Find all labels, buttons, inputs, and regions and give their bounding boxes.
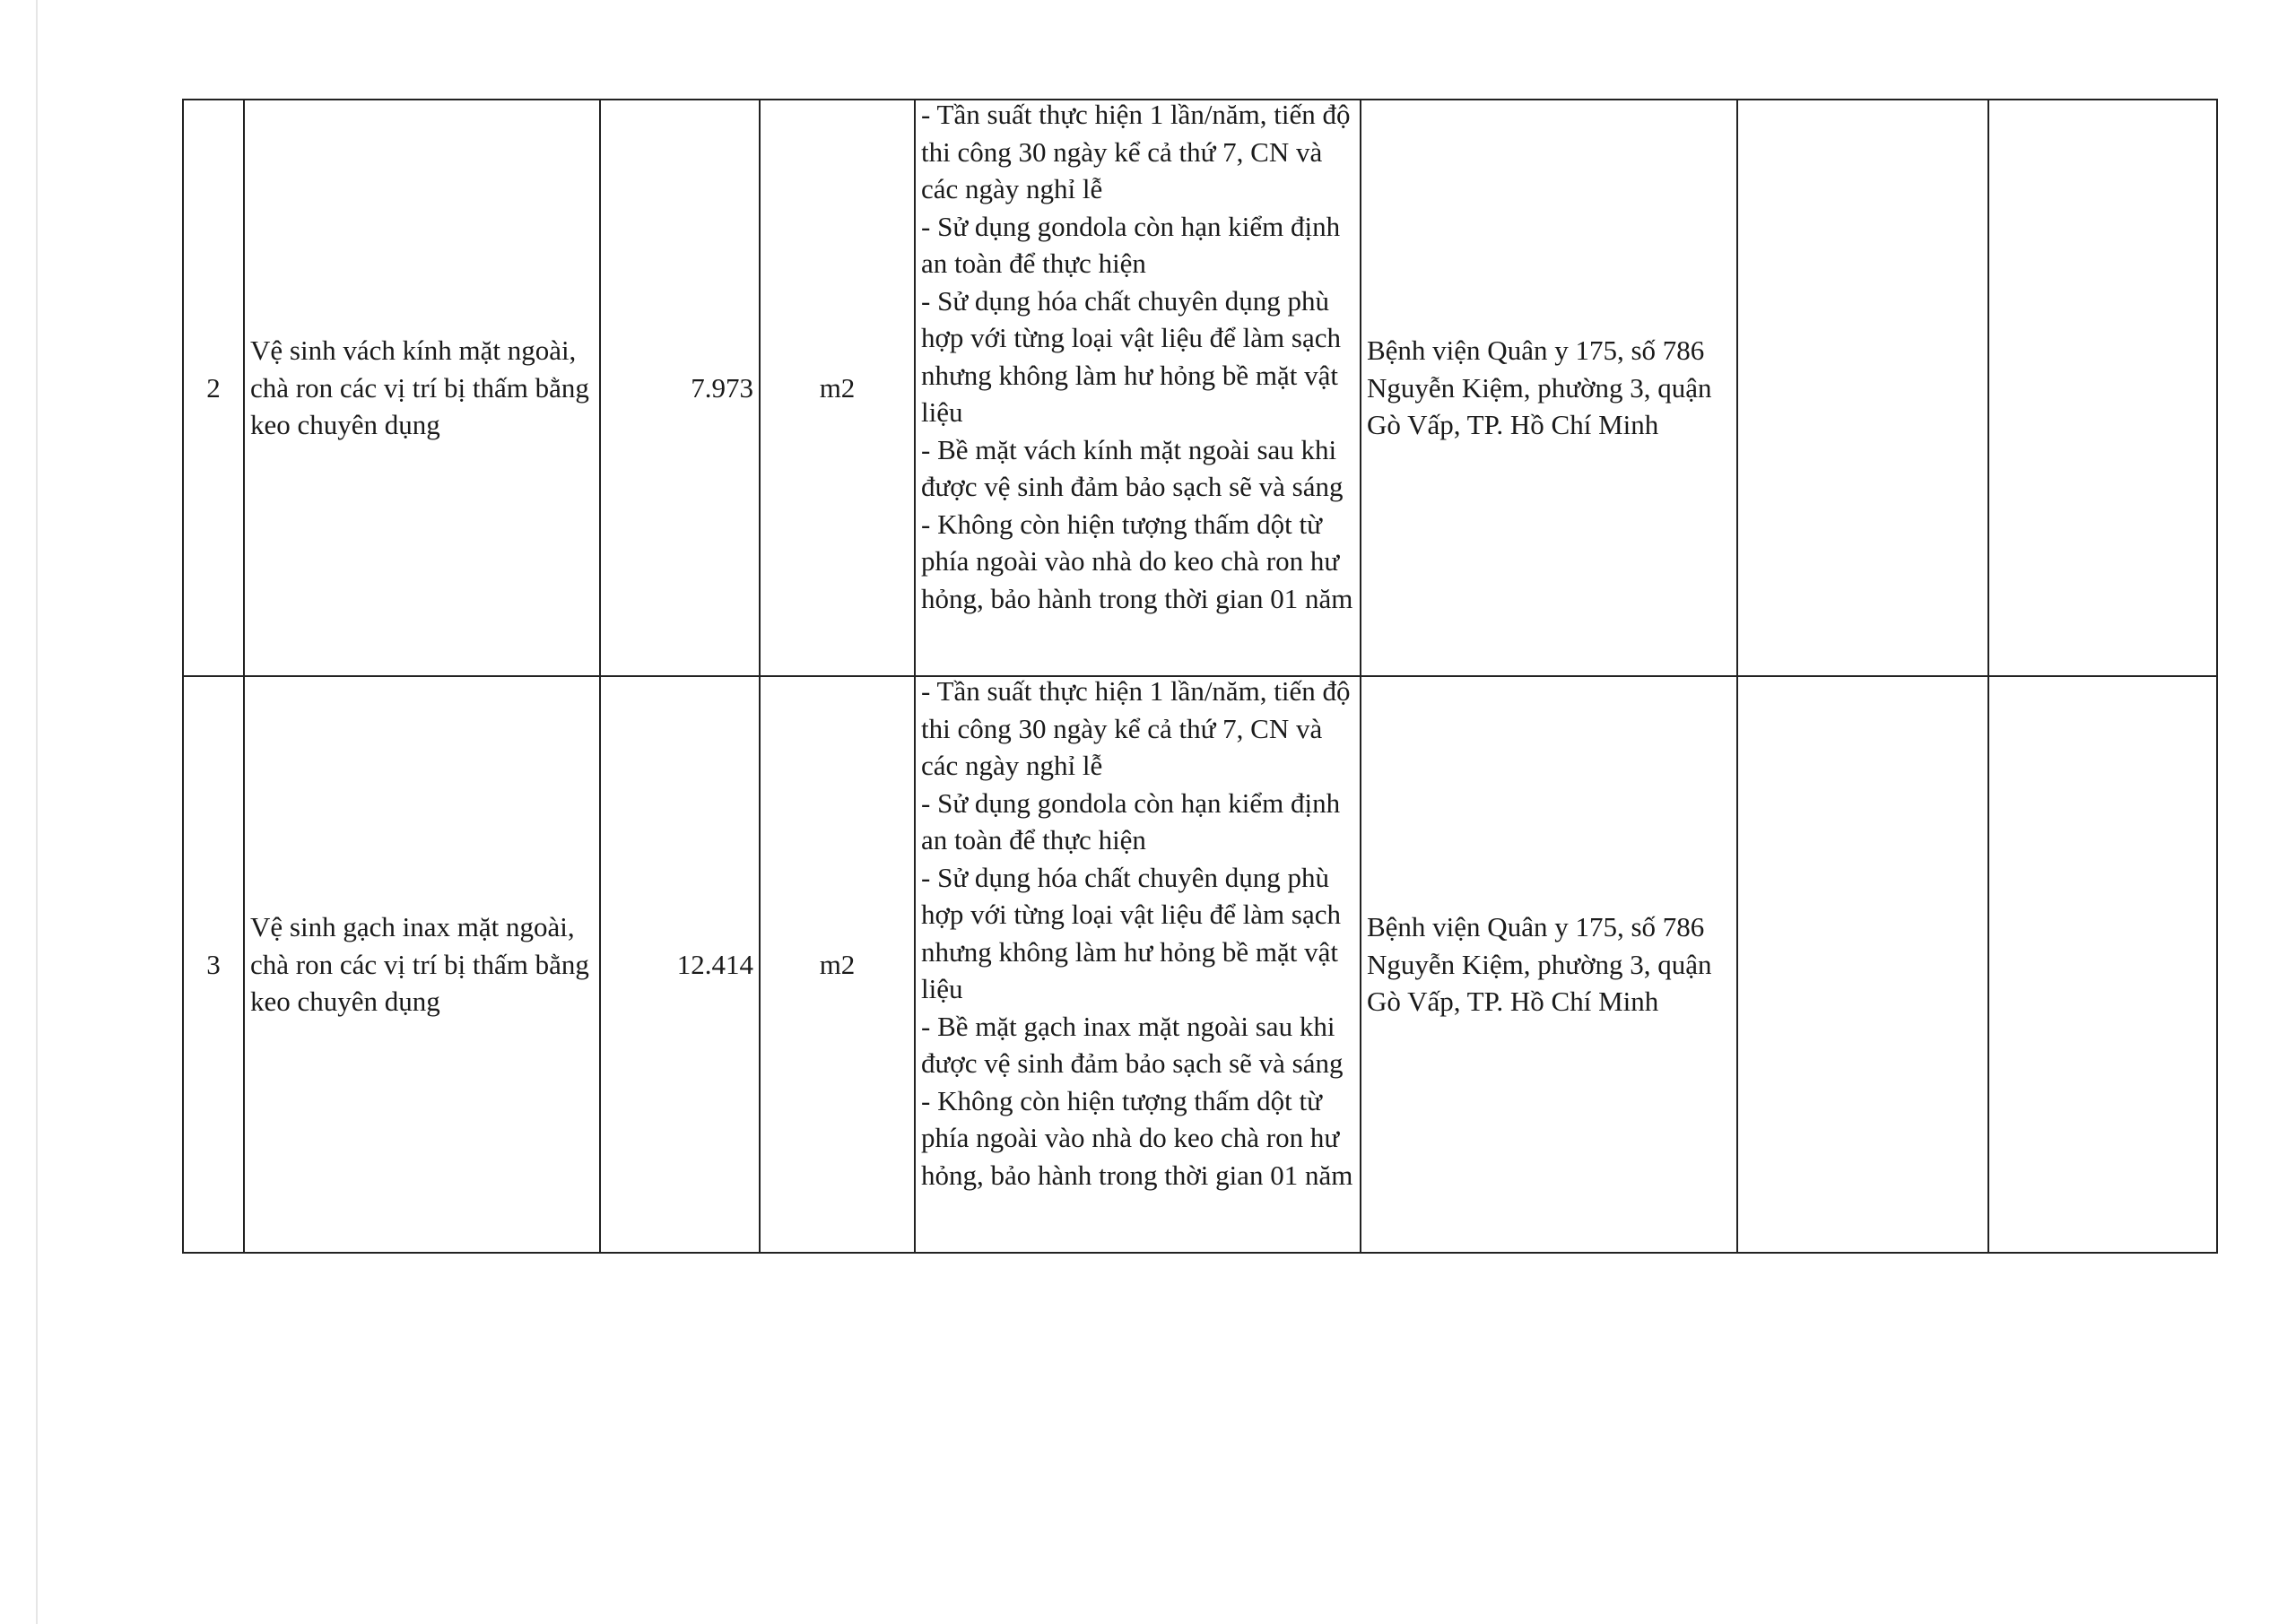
requirement-line: - Bề mặt vách kính mặt ngoài sau khi được vệ sinh đảm bảo sạch sẽ và sáng — [921, 433, 1344, 502]
requirement-line: - Không còn hiện tượng thấm dột từ phía ngoài vào nhà do keo chà ron hư hỏng, bảo hành trong thời gian 01 năm — [921, 1084, 1353, 1191]
requirement-line: - Bề mặt gạch inax mặt ngoài sau khi được vệ sinh đảm bảo sạch sẽ và sáng — [921, 1010, 1344, 1079]
requirements-list — [921, 100, 1354, 673]
quantity: 7.973 — [600, 100, 760, 676]
empty-cell — [1737, 100, 1988, 676]
requirement-line: - Sử dụng hóa chất chuyên dụng phù hợp với từng loại vật liệu để làm sạch nhưng không làm hư hỏng bề mặt vật liệu — [921, 284, 1341, 428]
work-item-name: Vệ sinh gạch inax mặt ngoài, chà ron các vị trí bị thấm bằng keo chuyên dụng — [244, 676, 600, 1253]
requirements-list — [921, 676, 1354, 1249]
row-number: 2 — [183, 100, 244, 676]
table-row — [183, 676, 2217, 1253]
page-edge — [36, 0, 38, 1624]
requirement-line: - Tần suất thực hiện 1 lần/năm, tiến độ thi công 30 ngày kể cả thứ 7, CN và các ngày nghỉ lễ — [921, 676, 1351, 781]
work-item-table — [182, 99, 2218, 1254]
requirement-line: - Tần suất thực hiện 1 lần/năm, tiến độ thi công 30 ngày kể cả thứ 7, CN và các ngày nghỉ lễ — [921, 100, 1351, 204]
quantity: 12.414 — [600, 676, 760, 1253]
requirement-line: - Không còn hiện tượng thấm dột từ phía ngoài vào nhà do keo chà ron hư hỏng, bảo hành trong thời gian 01 năm — [921, 508, 1353, 614]
document-table-container — [182, 99, 2216, 1254]
table-row — [183, 100, 2217, 676]
requirement-line: - Sử dụng gondola còn hạn kiểm định an toàn để thực hiện — [921, 786, 1341, 855]
work-item-name: Vệ sinh vách kính mặt ngoài, chà ron các vị trí bị thấm bằng keo chuyên dụng — [244, 100, 600, 676]
requirement-line: - Sử dụng gondola còn hạn kiểm định an toàn để thực hiện — [921, 210, 1341, 279]
location: Bệnh viện Quân y 175, số 786 Nguyễn Kiệm, phường 3, quận Gò Vấp, TP. Hồ Chí Minh — [1361, 676, 1737, 1253]
empty-cell — [1988, 100, 2217, 676]
row-number: 3 — [183, 676, 244, 1253]
requirement-line: - Sử dụng hóa chất chuyên dụng phù hợp với từng loại vật liệu để làm sạch nhưng không làm hư hỏng bề mặt vật liệu — [921, 861, 1341, 1004]
requirements-cell — [915, 100, 1361, 676]
empty-cell — [1988, 676, 2217, 1253]
location: Bệnh viện Quân y 175, số 786 Nguyễn Kiệm, phường 3, quận Gò Vấp, TP. Hồ Chí Minh — [1361, 100, 1737, 676]
unit: m2 — [760, 100, 915, 676]
empty-cell — [1737, 676, 1988, 1253]
requirements-cell — [915, 676, 1361, 1253]
unit: m2 — [760, 676, 915, 1253]
